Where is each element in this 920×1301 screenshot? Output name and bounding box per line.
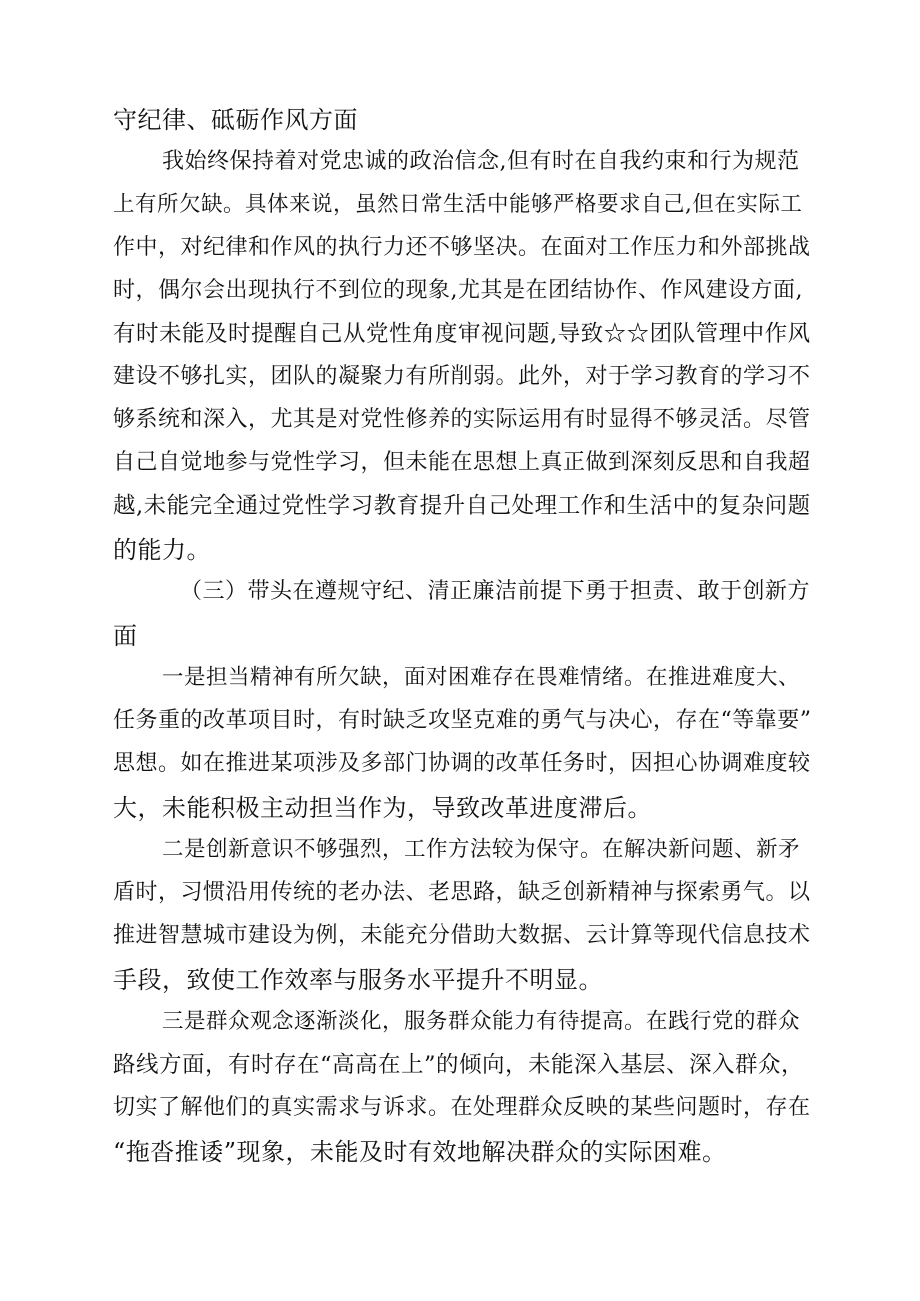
text-line: 作中，对纪律和作风的执行力还不够坚决。在面对工作压力和外部挑战 <box>113 235 811 260</box>
section-heading: （三）带头在遵规守纪、清正廉洁前提下勇于担责、敢于创新方 <box>180 579 811 604</box>
text-line: 建设不够扎实，团队的凝聚力有所削弱。此外，对于学习教育的学习不 <box>113 364 811 389</box>
text-line: 有时未能及时提醒自己从党性角度审视问题,导致☆☆团队管理中作风 <box>113 321 811 347</box>
paragraph-first-line: 一是担当精神有所欠缺，面对困难存在畏难情绪。在推进难度大、 <box>162 665 801 690</box>
text-line: 时，偶尔会出现执行不到位的现象,尤其是在团结协作、作风建设方面, <box>113 278 803 303</box>
text-line: 任务重的改革项目时，有时缺乏攻坚克难的勇气与决心，存在“等靠要” <box>113 708 812 733</box>
text-line: 切实了解他们的真实需求与诉求。在处理群众反映的某些问题时，存在 <box>113 1095 811 1120</box>
text-line: 够系统和深入，尤其是对党性修养的实际运用有时显得不够灵活。尽管 <box>113 407 811 432</box>
section-heading-continued: 面 <box>113 622 138 650</box>
text-line: 上有所欠缺。具体来说，虽然日常生活中能够严格要求自己,但在实际工 <box>113 192 803 217</box>
paragraph-first-line: 我始终保持着对党忠诚的政治信念,但有时在自我约束和行为规范 <box>162 149 800 174</box>
text-line: 推进智慧城市建设为例，未能充分借助大数据、云计算等现代信息技术 <box>113 923 811 948</box>
text-line: 的能力。 <box>113 536 211 564</box>
text-line: 路线方面，有时存在“高高在上”的倾向，未能深入基层、深入群众， <box>113 1052 805 1078</box>
text-line: 手段，致使工作效率与服务水平提升不明显。 <box>113 966 603 994</box>
paragraph-first-line: 二是创新意识不够强烈，工作方法较为保守。在解决新问题、新矛 <box>162 837 801 862</box>
text-line: 自己自觉地参与党性学习，但未能在思想上真正做到深刻反思和自我超 <box>113 450 811 475</box>
text-line: “拖沓推诿”现象，未能及时有效地解决群众的实际困难。 <box>113 1138 727 1166</box>
text-line: 越,未能完全通过党性学习教育提升自己处理工作和生活中的复杂问题 <box>113 493 811 519</box>
paragraph-first-line: 三是群众观念逐渐淡化，服务群众能力有待提高。在践行党的群众 <box>162 1009 801 1034</box>
text-line: 大，未能积极主动担当作为，导致改革进度滞后。 <box>113 794 652 822</box>
text-line: 盾时，习惯沿用传统的老办法、老思路，缺乏创新精神与探索勇气。以 <box>113 880 811 905</box>
text-line: 思想。如在推进某项涉及多部门协调的改革任务时，因担心协调难度较 <box>113 751 811 776</box>
text-line: 守纪律、砥砺作风方面 <box>113 106 358 134</box>
